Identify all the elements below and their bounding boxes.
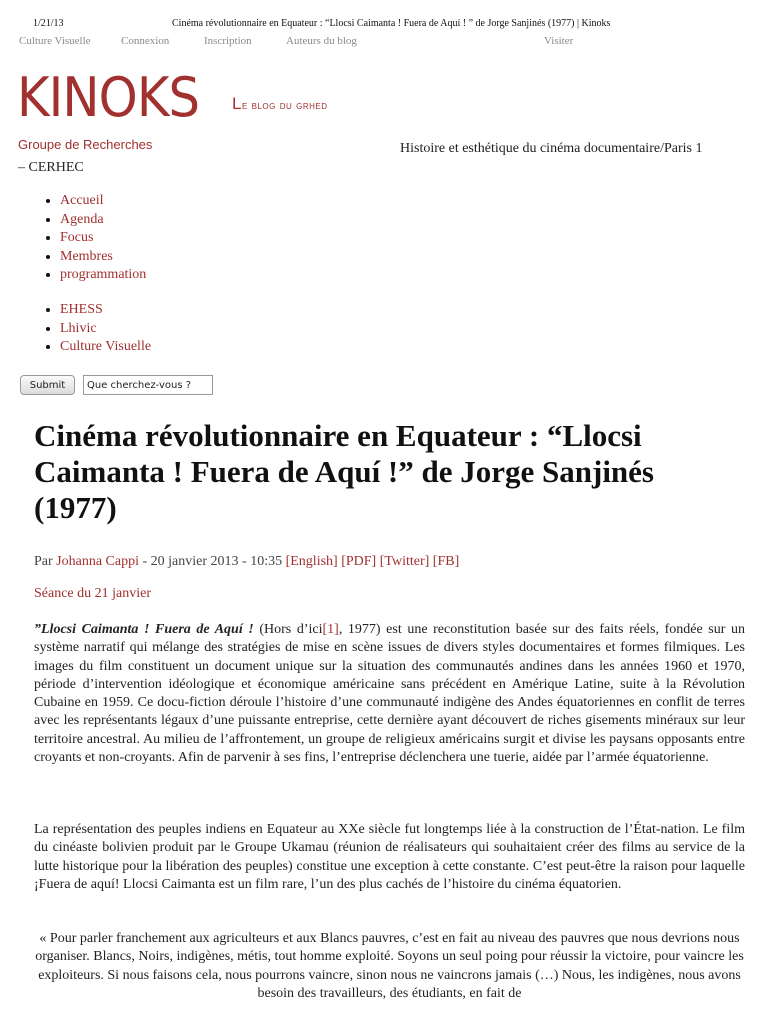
- author-link[interactable]: Johanna Cappi: [56, 554, 139, 569]
- site-tagline: [232, 94, 327, 114]
- group-name: Groupe de Recherches: [18, 137, 153, 152]
- menu-item-culture-visuelle[interactable]: [60, 338, 151, 357]
- group-name-suffix: – CERHEC: [18, 160, 84, 175]
- intro-text-a: (Hors d’ici: [253, 622, 323, 637]
- menu-item-membres[interactable]: [60, 248, 146, 267]
- menu-item-ehess[interactable]: [60, 301, 151, 320]
- english-link[interactable]: [English]: [285, 554, 338, 569]
- links-menu: [38, 301, 151, 357]
- top-nav-visiter[interactable]: Visiter: [544, 35, 574, 47]
- menu-item-label[interactable]: Focus: [60, 230, 94, 245]
- print-page-title: Cinéma révolutionnaire en Equateur : “Llocsi Caimanta ! Fuera de Aquí ! ” de Jorge Sanjinés (1977) | Kinoks: [172, 18, 611, 29]
- byline-prefix: Par: [34, 554, 57, 569]
- top-nav-culture-visuelle[interactable]: Culture Visuelle: [19, 35, 91, 47]
- top-nav-auteurs[interactable]: Auteurs du blog: [286, 35, 357, 47]
- menu-item-programmation[interactable]: [60, 266, 146, 285]
- site-subtitle: Histoire et esthétique du cinéma documentaire/Paris 1: [400, 141, 703, 156]
- menu-item-label[interactable]: Membres: [60, 248, 113, 264]
- search-input[interactable]: [83, 375, 213, 395]
- menu-item-label[interactable]: Culture Visuelle: [60, 339, 152, 354]
- pdf-link[interactable]: [PDF]: [341, 554, 377, 569]
- top-nav: [0, 35, 768, 51]
- menu-item-label[interactable]: programmation: [60, 267, 147, 282]
- article-title: Cinéma révolutionnaire en Equateur : “Llocsi Caimanta ! Fuera de Aquí !” de Jorge Sanjinés (1977): [34, 418, 654, 525]
- top-nav-connexion[interactable]: Connexion: [121, 35, 170, 47]
- fb-link[interactable]: [FB]: [432, 554, 460, 569]
- print-header: [0, 18, 768, 32]
- footnote-link[interactable]: [1]: [322, 622, 339, 637]
- menu-item-lhivic[interactable]: [60, 320, 151, 339]
- paragraph-intro: [34, 621, 745, 767]
- tagline-rest: e blog du grhed: [241, 98, 328, 112]
- menu-item-label[interactable]: Lhivic: [60, 320, 97, 336]
- main-menu: [38, 192, 146, 285]
- menu-item-agenda[interactable]: [60, 211, 146, 230]
- intro-text-b: , 1977) est une reconstitution basée sur des faits réels, fondée sur un système narratif qui mélange des stratégies de mise en scène issues de divers styles documentaires et formes filmiques. Les images du film constituent un document unique sur la situation des communautés andines dans les années 1960 et 1970, période d’intervention idéologique et économique américaine sans précédent en Amérique Latine, suite à la Révolution Cubaine en 1959. Ce docu-fiction déroule l’histoire d’une communauté indigène des Andes équatoriennes en conflit de terres avec les représentants légaux d’une puissante entreprise, cette dernière ayant découvert de riches gisements minéraux sur leur territoire ancestral. Au milieu de l’affrontement, un groupe de religieux américains surgit et divise les paysans opposants entre croyants et non-croyants. Afin de parvenir à ses fins, l’entreprise déclenchera une tuerie, aidée par l’armée équatorienne.: [34, 622, 745, 766]
- menu-item-label[interactable]: Accueil: [60, 193, 104, 208]
- article-byline: [34, 554, 459, 570]
- tagline-initial: L: [232, 94, 242, 113]
- twitter-link[interactable]: [Twitter]: [379, 554, 430, 569]
- quote-block: « Pour parler franchement aux agriculteurs et aux Blancs pauvres, c’est en fait au niveau des pauvres que nous devrions nous organiser. Blancs, Noirs, indigènes, métis, tout homme exploité. Soyons un seul poing pour réussir la victoire, pour vaincre les exploiteurs. Si nous faisons cela, nous pourrons vaincre, sinon nous ne vaincrons jamais (…) Nous, les indigènes, nous avons besoin des travailleurs, des étudiants, en fait de: [35, 931, 744, 1001]
- film-title-emphasis: ”Llocsi Caimanta ! Fuera de Aquí !: [34, 622, 254, 637]
- byline-date: - 20 janvier 2013 - 10:35: [139, 554, 286, 569]
- submit-button[interactable]: Submit: [20, 375, 75, 395]
- paragraph-representation: La représentation des peuples indiens en Equateur au XXe siècle fut longtemps liée à la construction de l’État-nation. Le film du cinéaste bolivien produit par le Groupe Ukamau (réunion de réalisateurs qui souhaitaient créer des films au service de la lutte historique pour la libération des peuples) constitue une exception à cette constante. C’est peut-être la raison pour laquelle ¡Fuera de aquí! Llocsi Caimanta est un film rare, l’un des plus cachés de l’histoire du cinéma équatorien.: [34, 822, 745, 892]
- menu-item-label[interactable]: EHESS: [60, 302, 103, 317]
- menu-item-label[interactable]: Agenda: [60, 211, 104, 227]
- print-date: 1/21/13: [33, 18, 64, 29]
- site-logo[interactable]: KINOKS: [17, 66, 200, 129]
- menu-item-accueil[interactable]: [60, 192, 146, 211]
- top-nav-inscription[interactable]: Inscription: [204, 35, 252, 47]
- menu-item-focus[interactable]: [60, 229, 146, 248]
- seance-link[interactable]: Séance du 21 janvier: [34, 586, 152, 601]
